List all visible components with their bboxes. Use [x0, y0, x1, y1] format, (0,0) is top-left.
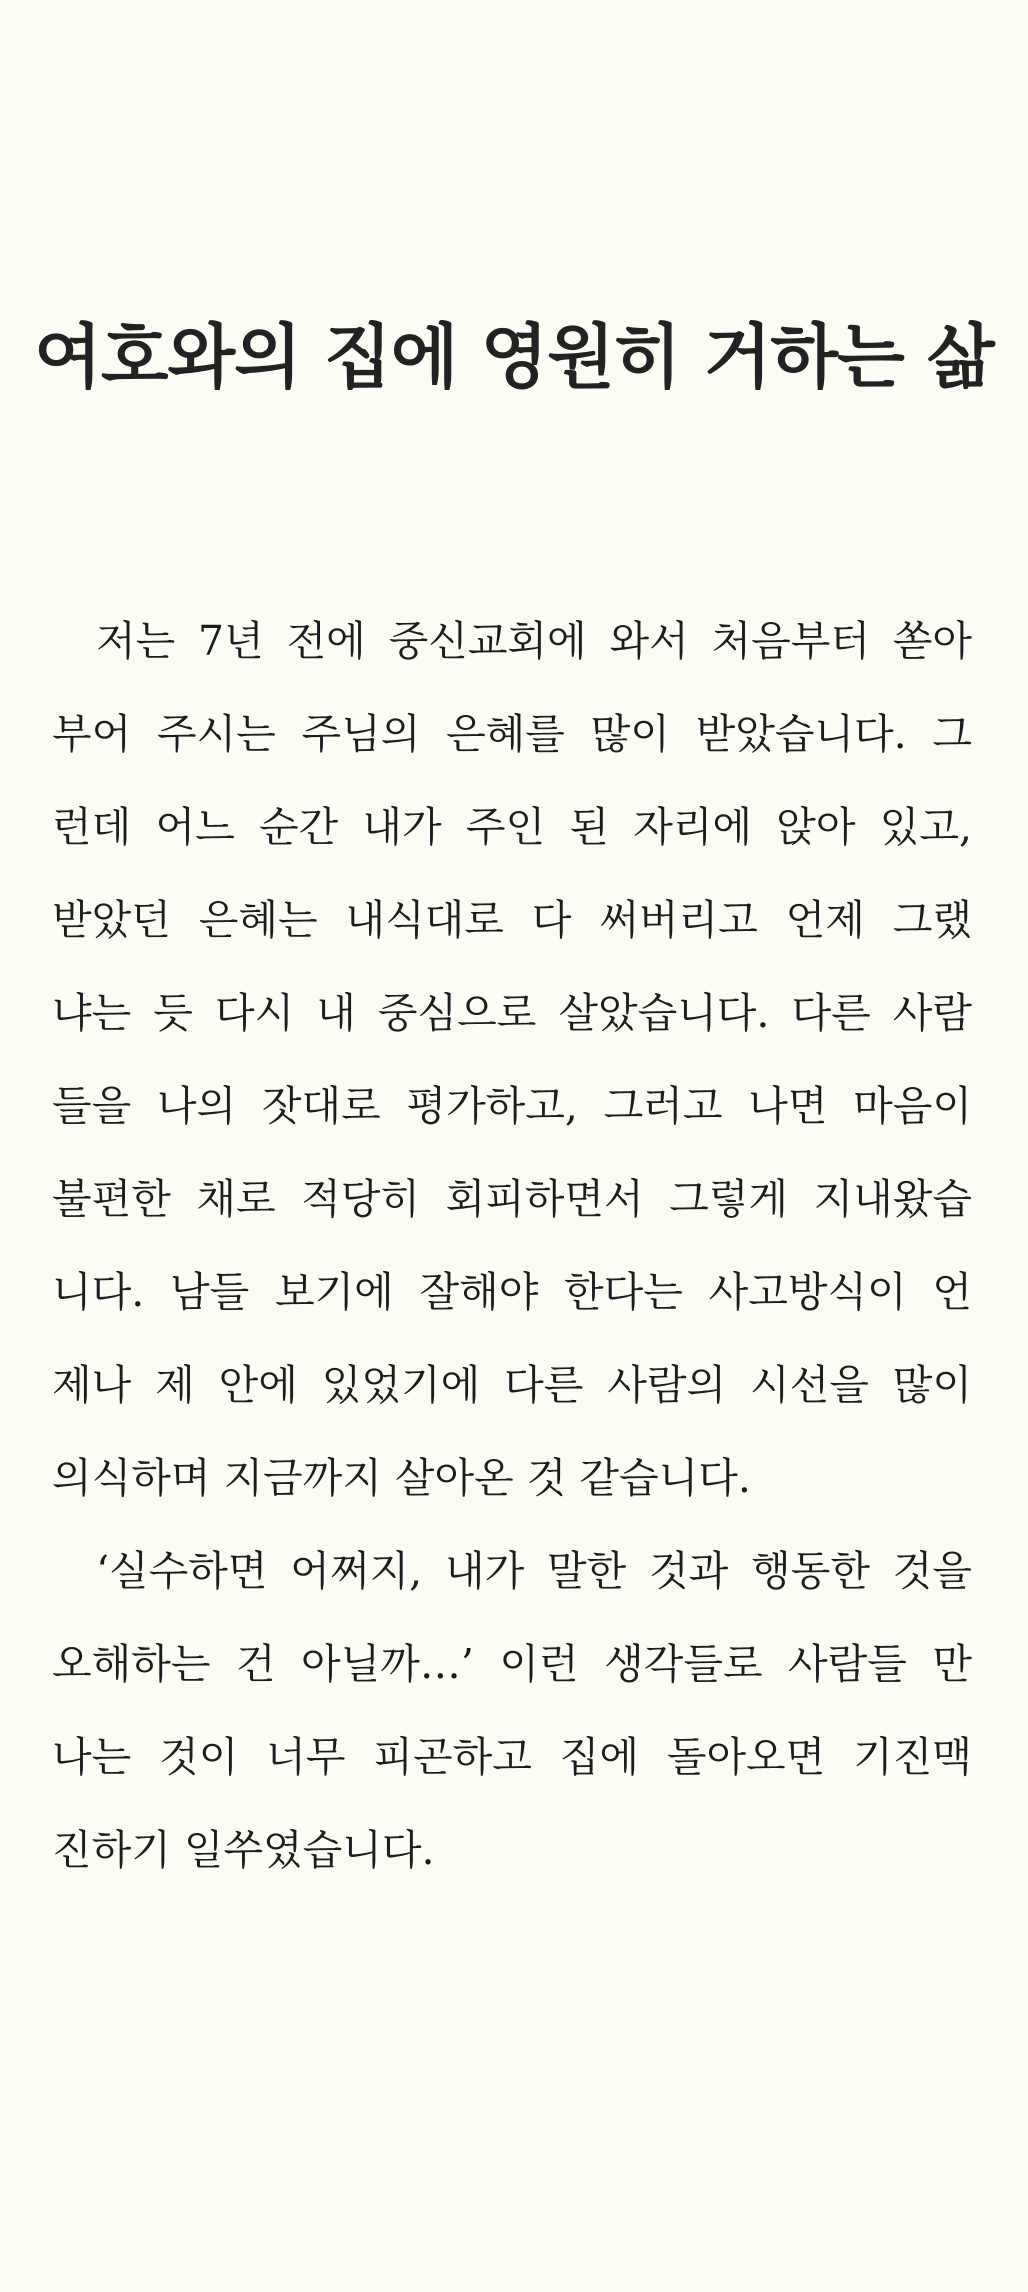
- text-line: 들을 나의 잣대로 평가하고, 그러고 나면 마음이: [52, 1082, 972, 1130]
- text-line: 저는 7년 전에 중신교회에 와서 처음부터 쏟아: [96, 617, 972, 665]
- text-line: 냐는 듯 다시 내 중심으로 살았습니다. 다른 사람: [52, 989, 972, 1037]
- text-line: 불편한 채로 적당히 회피하면서 그렇게 지내왔습: [52, 1175, 972, 1223]
- text-line: 의식하며 지금까지 살아온 것 같습니다.: [52, 1454, 751, 1502]
- text-line: 제나 제 안에 있었기에 다른 사람의 시선을 많이: [52, 1361, 972, 1409]
- text-line: ‘실수하면 어쩌지, 내가 말한 것과 행동한 것을: [96, 1547, 972, 1595]
- text-line: 오해하는 건 아닐까…’ 이런 생각들로 사람들 만: [52, 1640, 972, 1688]
- text-line: 런데 어느 순간 내가 주인 된 자리에 앉아 있고,: [52, 803, 972, 851]
- text-line: 니다. 남들 보기에 잘해야 한다는 사고방식이 언: [52, 1268, 972, 1316]
- body-text: [52, 595, 972, 1897]
- page-title: 여호와의 집에 영원히 거하는 삶: [34, 315, 994, 398]
- text-line: 받았던 은혜는 내식대로 다 써버리고 언제 그랬: [52, 896, 972, 944]
- text-line: 나는 것이 너무 피곤하고 집에 돌아오면 기진맥: [52, 1733, 972, 1781]
- text-line: 부어 주시는 주님의 은혜를 많이 받았습니다. 그: [52, 710, 972, 758]
- text-line: 진하기 일쑤였습니다.: [52, 1826, 435, 1874]
